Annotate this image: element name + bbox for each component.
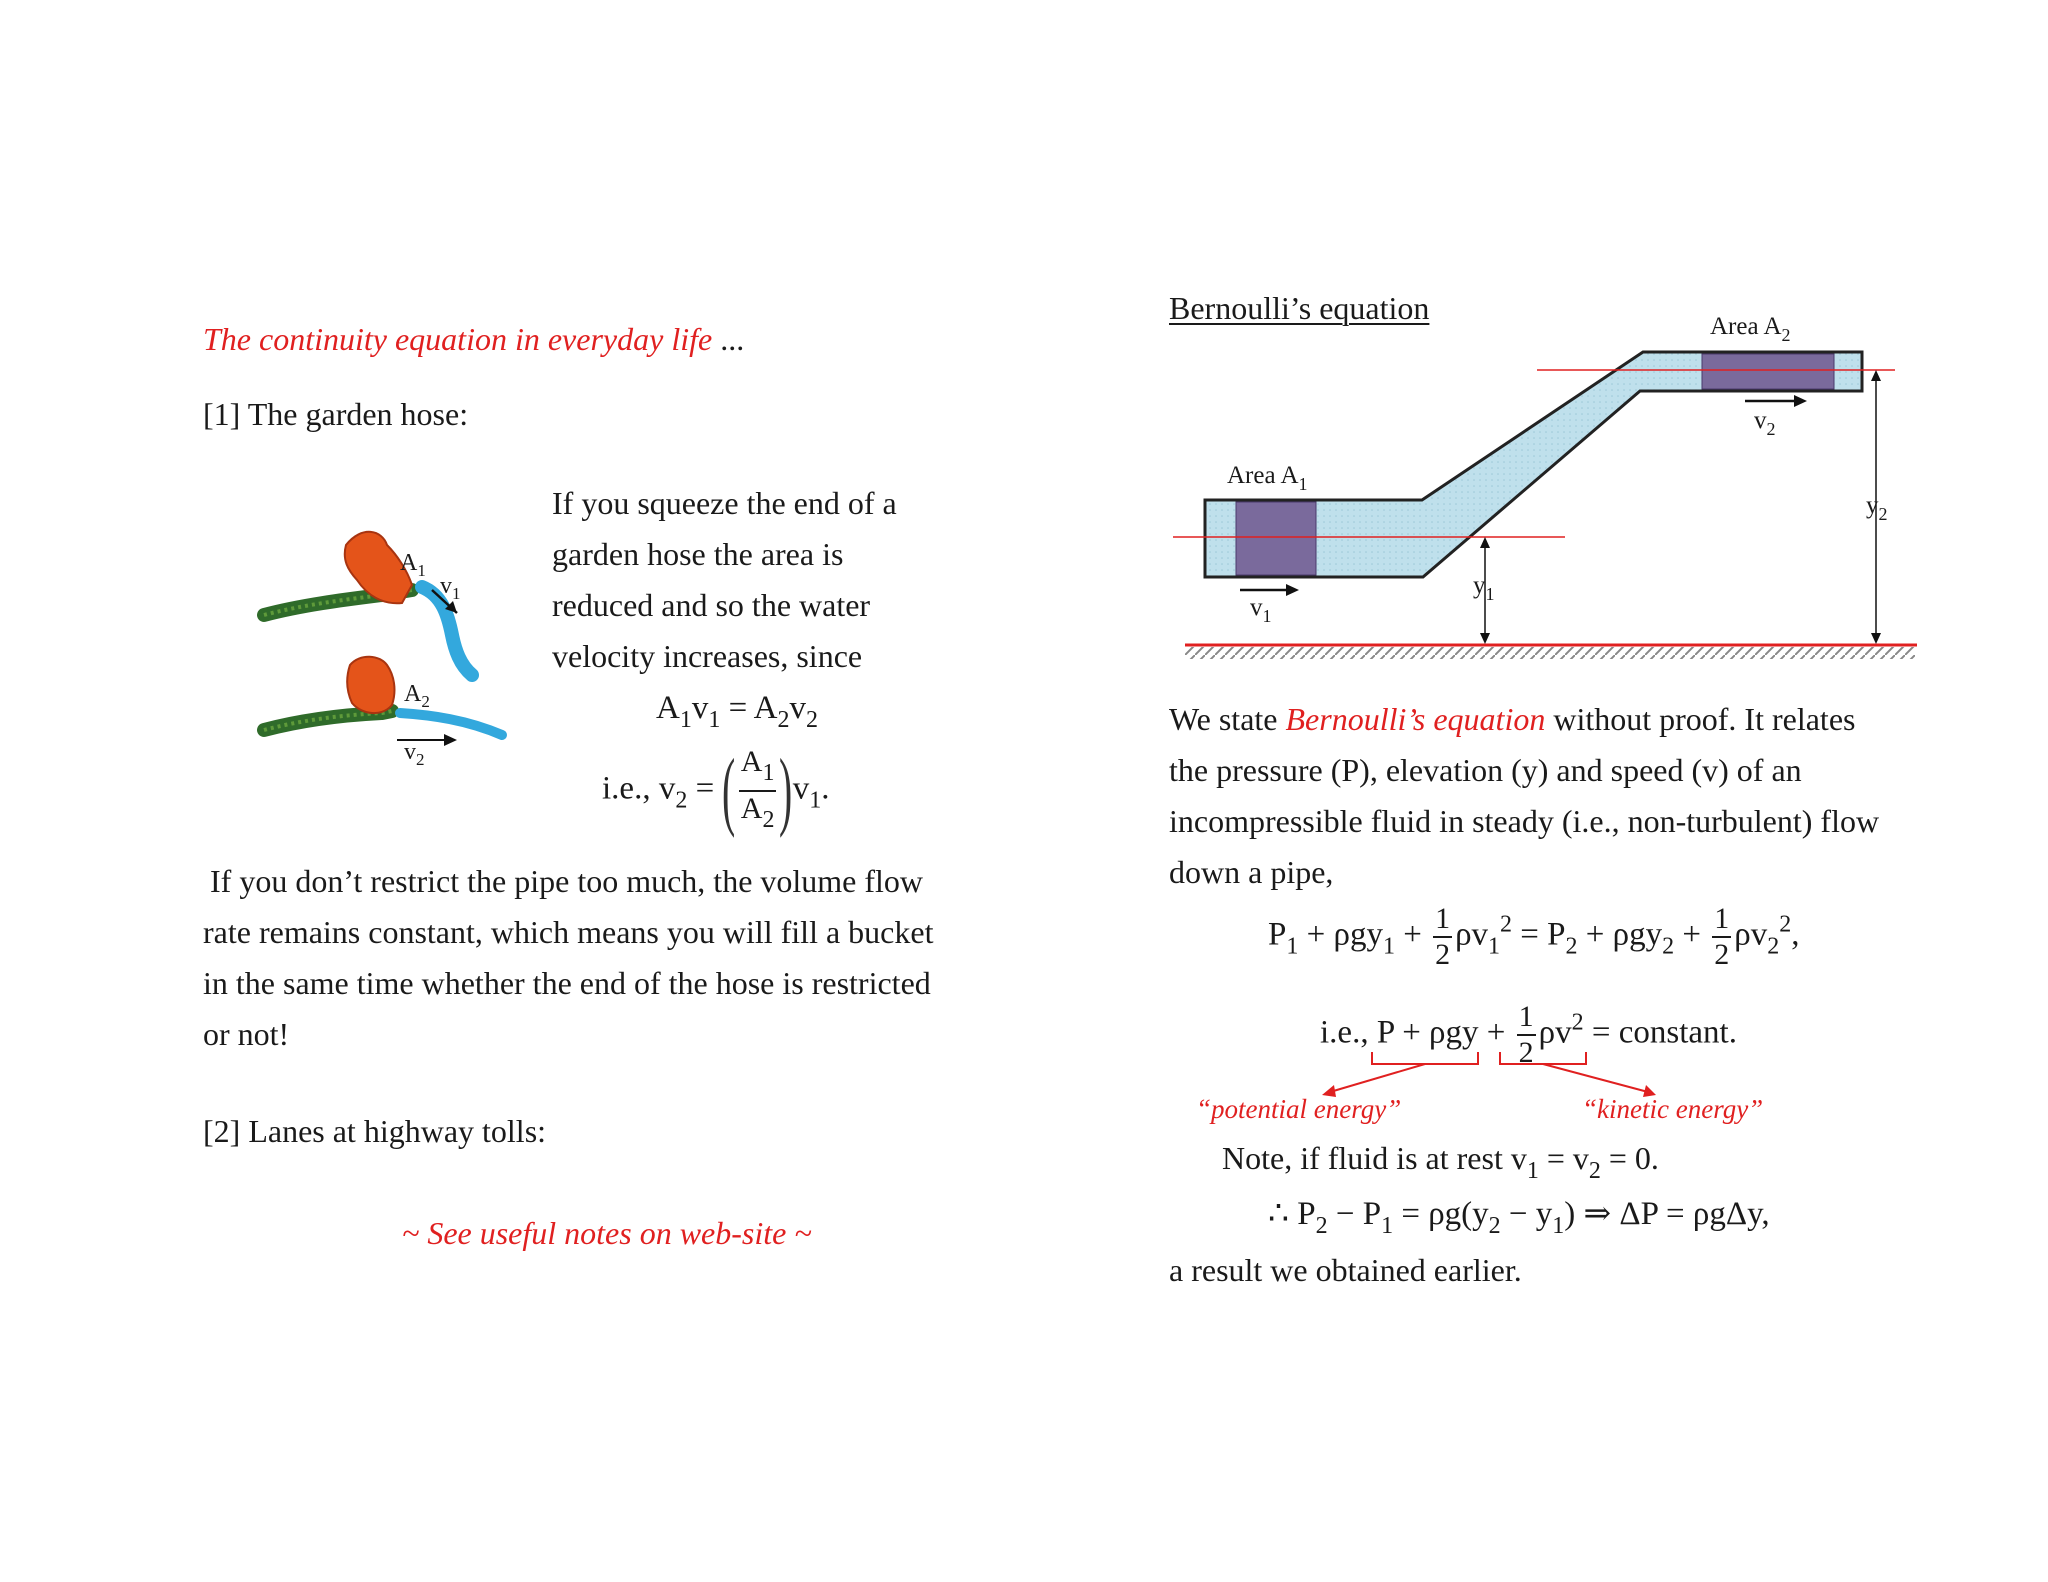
height-y1-top — [1480, 537, 1490, 548]
intro-line-3: incompressible fluid in steady (i.e., non-turbulent) flow — [1169, 803, 1880, 839]
bernoulli-constant: i.e., P + ρgy + $\frac{1}{2}$ $\rho v^2$ = constant. — [1320, 1000, 1737, 1069]
para-line-3: in the same time whether the end of the hose is restricted — [203, 965, 931, 1001]
ground-hatch — [1185, 647, 1915, 659]
para-line-1: If you don’t restrict the pipe too much, the volume flow — [210, 863, 924, 899]
volume-flow-paragraph-cont — [203, 907, 933, 1060]
area-fraction: $\frac{A_1}{A_2}$ — [740, 745, 775, 833]
height-y2-top — [1871, 370, 1881, 381]
continuity-heading — [203, 314, 744, 365]
label-y2: $y_2$ — [1866, 492, 1888, 524]
hose-line-2: garden hose the area is — [552, 536, 844, 572]
item-highway-tolls: [2] Lanes at highway tolls: — [203, 1113, 547, 1149]
intro-line-1: We state Bernoulli’s equation without proof. It relates — [1169, 701, 1856, 737]
glove-bottom — [347, 657, 394, 713]
potential-energy-label: “potential energy” — [1196, 1094, 1402, 1124]
arrow-v1-head — [1286, 584, 1299, 596]
paren-close: ) — [779, 742, 793, 839]
hose-label-a1: $A_1$ — [400, 550, 426, 580]
bracket-kinetic — [1500, 1052, 1586, 1064]
bernoulli-intro — [1169, 694, 1879, 898]
bernoulli-highlight: Bernoulli’s equation — [1285, 701, 1546, 737]
bernoulli-equation: $P_1 + \rho gy_1$ + $\frac{1}{2}$ $\rho v_1^2 = P_2 + \rho gy_2$ + $\frac{1}{2}$ $\rho v_2^2$, — [1268, 902, 1800, 971]
arrow-kinetic — [1543, 1064, 1648, 1092]
half-fraction-1: $\frac{1}{2}$ — [1435, 902, 1451, 971]
closing-line: a result we obtained earlier. — [1169, 1252, 1522, 1288]
continuity-heading-title: The continuity equation in everyday life — [203, 321, 713, 357]
hose-line-4: velocity increases, since — [552, 638, 863, 674]
arrow-v2-head — [1794, 395, 1807, 407]
paren-open: ( — [722, 742, 736, 839]
bracket-potential — [1372, 1052, 1478, 1064]
garden-hose-illustration — [262, 525, 512, 769]
label-y1: $y_1$ — [1473, 572, 1495, 604]
volume-flow-paragraph — [210, 856, 923, 907]
hose-label-v1: $v_1$ — [440, 573, 461, 603]
label-area-a2: Area $A_2$ — [1710, 313, 1791, 345]
water-stream-top — [422, 587, 472, 675]
label-area-a1: Area $A_1$ — [1227, 462, 1308, 494]
hose-line-3: reduced and so the water — [552, 587, 871, 623]
continuity-equation: $A_1v_1 = A_2v_2$ — [656, 690, 818, 733]
water-stream-bottom — [400, 713, 502, 735]
hose-explanation — [552, 478, 897, 682]
fluid-slab-1 — [1236, 502, 1316, 575]
bernoulli-pipe-diagram — [1165, 315, 1925, 670]
fluid-slab-2 — [1702, 354, 1834, 389]
pressure-difference-equation: ∴ $P_2 - P_1 = \rho g(y_2 - y_1)$ ⇒ ΔP = ρgΔy, — [1268, 1196, 1770, 1239]
label-v1: $v_1$ — [1250, 594, 1272, 626]
para-line-4: or not! — [203, 1016, 290, 1052]
para-line-2: rate remains constant, which means you will fill a bucket — [203, 914, 934, 950]
hose-line-1: If you squeeze the end of a — [552, 485, 897, 521]
velocity-ratio-equation: i.e., $v_2$ = ( $\frac{A_1}{A_2}$ )$v_1$. — [602, 742, 830, 839]
web-site-note: ~ See useful notes on web-site ~ — [402, 1215, 812, 1251]
heading-ellipsis: ... — [712, 321, 745, 357]
intro-line-2: the pressure (P), elevation (y) and speed (v) of an — [1169, 752, 1802, 788]
hose-label-v2: $v_2$ — [404, 739, 425, 769]
half-fraction-2: $\frac{1}{2}$ — [1714, 902, 1730, 971]
arrow-v2-head — [444, 734, 457, 746]
label-v2: $v_2$ — [1754, 407, 1776, 439]
kinetic-energy-label: “kinetic energy” — [1582, 1094, 1764, 1124]
hose-label-a2: $A_2$ — [404, 681, 430, 711]
height-y2-bottom — [1871, 633, 1881, 644]
bernoulli-heading: Bernoulli’s equation — [1169, 290, 1430, 326]
rest-note: Note, if fluid is at rest $v_1 = v_2 = 0$. — [1222, 1140, 1659, 1184]
arrow-potential — [1330, 1064, 1425, 1092]
half-fraction-3: $\frac{1}{2}$ — [1518, 1000, 1534, 1069]
intro-line-4: down a pipe, — [1169, 854, 1334, 890]
item-garden-hose: [1] The garden hose: — [203, 396, 469, 432]
height-y1-bottom — [1480, 633, 1490, 644]
